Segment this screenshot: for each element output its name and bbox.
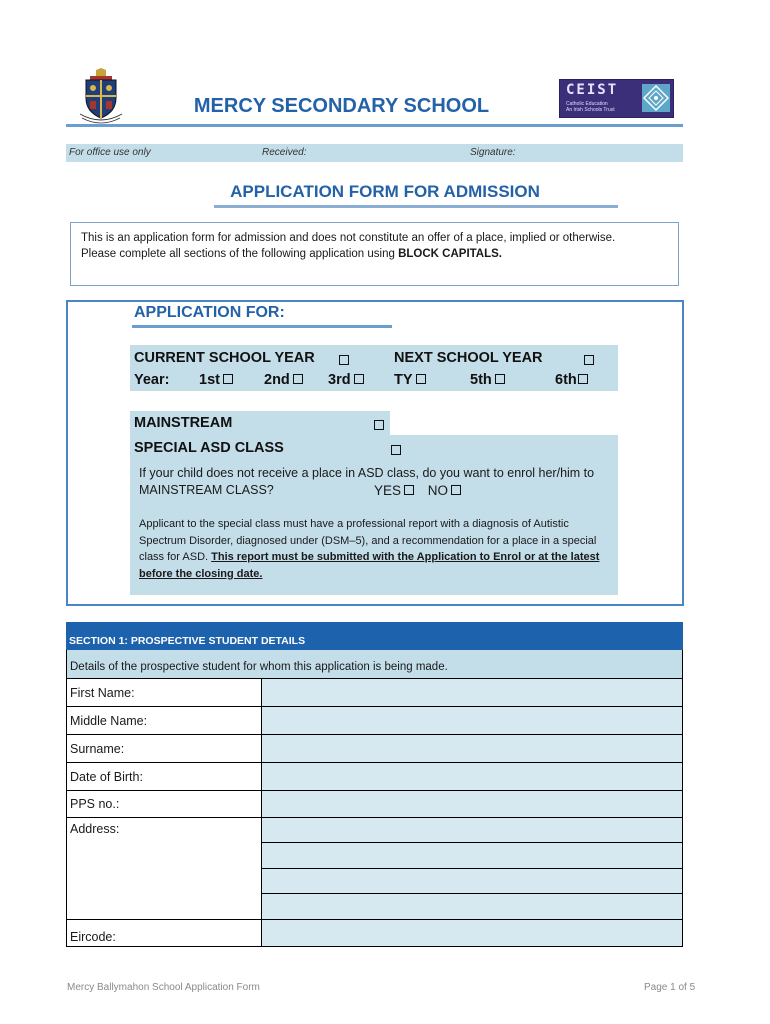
student-details-table (66, 678, 683, 947)
intro-text-line1: This is an application form for admission and does not constitute an offer of a place, implied or otherwise. (81, 232, 616, 244)
surname-label: Surname: (67, 735, 262, 763)
no-label: NO (427, 483, 449, 498)
application-for-rule (132, 325, 392, 328)
year-option-3rd[interactable]: 3rd (328, 372, 364, 388)
no-checkbox[interactable] (451, 485, 461, 495)
year-1st-checkbox[interactable] (223, 374, 233, 384)
year-3rd-checkbox[interactable] (354, 374, 364, 384)
application-for-heading: APPLICATION FOR: (134, 304, 285, 321)
pps-field[interactable] (262, 791, 683, 818)
middle-name-label: Middle Name: (67, 707, 262, 735)
year-option-ty[interactable]: TY (394, 372, 426, 388)
mainstream-checkbox[interactable] (374, 420, 384, 430)
eircode-field[interactable] (262, 920, 683, 947)
mainstream-label: MAINSTREAM (134, 415, 233, 431)
yes-label: YES (374, 483, 402, 498)
current-school-year-checkbox[interactable] (339, 355, 349, 365)
year-ty-checkbox[interactable] (416, 374, 426, 384)
intro-box (70, 222, 679, 286)
year-option-5th[interactable]: 5th (470, 372, 505, 388)
form-title: APPLICATION FORM FOR ADMISSION (230, 182, 540, 201)
asd-note: Applicant to the special class must have a professional report with a diagnosis of Autistic Spectrum Disorder, diagnosed under (DSM–5), and a recommendation for a place in a special class for ASD. This report must be submitted with the Application to Enrol or at the latest before the closing date. (139, 518, 600, 580)
pps-label: PPS no.: (67, 791, 262, 818)
received-label: Received: (262, 147, 307, 158)
current-school-year-label: CURRENT SCHOOL YEAR (134, 350, 315, 366)
special-asd-class-checkbox[interactable] (391, 445, 401, 455)
footer-form-name: Mercy Ballymahon School Application Form (67, 982, 260, 993)
year-option-6th[interactable]: 6th (555, 372, 588, 388)
year-option-2nd[interactable]: 2nd (264, 372, 303, 388)
year-5th-checkbox[interactable] (495, 374, 505, 384)
special-asd-class-label: SPECIAL ASD CLASS (134, 440, 284, 456)
asd-yes-no (374, 483, 461, 498)
dob-field[interactable] (262, 763, 683, 791)
first-name-field[interactable] (262, 679, 683, 707)
address-line-1[interactable] (262, 818, 683, 843)
yes-checkbox[interactable] (404, 485, 414, 495)
section1-heading: SECTION 1: PROSPECTIVE STUDENT DETAILS (66, 622, 683, 650)
year-2nd-checkbox[interactable] (293, 374, 303, 384)
signature-label: Signature: (470, 147, 516, 158)
dob-label: Date of Birth: (67, 763, 262, 791)
ceist-logo-subtitle: Catholic Education An Irish Schools Trust (566, 101, 615, 113)
eircode-label: Eircode: (67, 920, 262, 947)
asd-question: If your child does not receive a place in ASD class, do you want to enrol her/him to MAINSTREAM CLASS? (139, 466, 595, 497)
year-6th-checkbox[interactable] (578, 374, 588, 384)
ceist-logo-title: CEIST (566, 82, 619, 98)
first-name-label: First Name: (67, 679, 262, 707)
intro-text-line2: Please complete all sections of the following application using BLOCK CAPITALS. (81, 248, 502, 260)
address-line-2[interactable] (262, 843, 683, 869)
section1-subheading: Details of the prospective student for whom this application is being made. (66, 650, 683, 678)
footer-page-number: Page 1 of 5 (644, 982, 696, 993)
header-rule (66, 124, 683, 127)
form-title-rule (214, 205, 618, 208)
next-school-year-checkbox[interactable] (584, 355, 594, 365)
school-name: MERCY SECONDARY SCHOOL (193, 95, 490, 117)
middle-name-field[interactable] (262, 707, 683, 735)
year-label: Year: (134, 372, 170, 388)
surname-field[interactable] (262, 735, 683, 763)
office-use-bar (66, 144, 683, 162)
year-option-1st[interactable]: 1st (199, 372, 233, 388)
office-use-label: For office use only (69, 147, 151, 158)
address-line-3[interactable] (262, 869, 683, 894)
next-school-year-label: NEXT SCHOOL YEAR (394, 350, 543, 366)
address-label: Address: (67, 818, 262, 920)
address-line-4[interactable] (262, 894, 683, 920)
